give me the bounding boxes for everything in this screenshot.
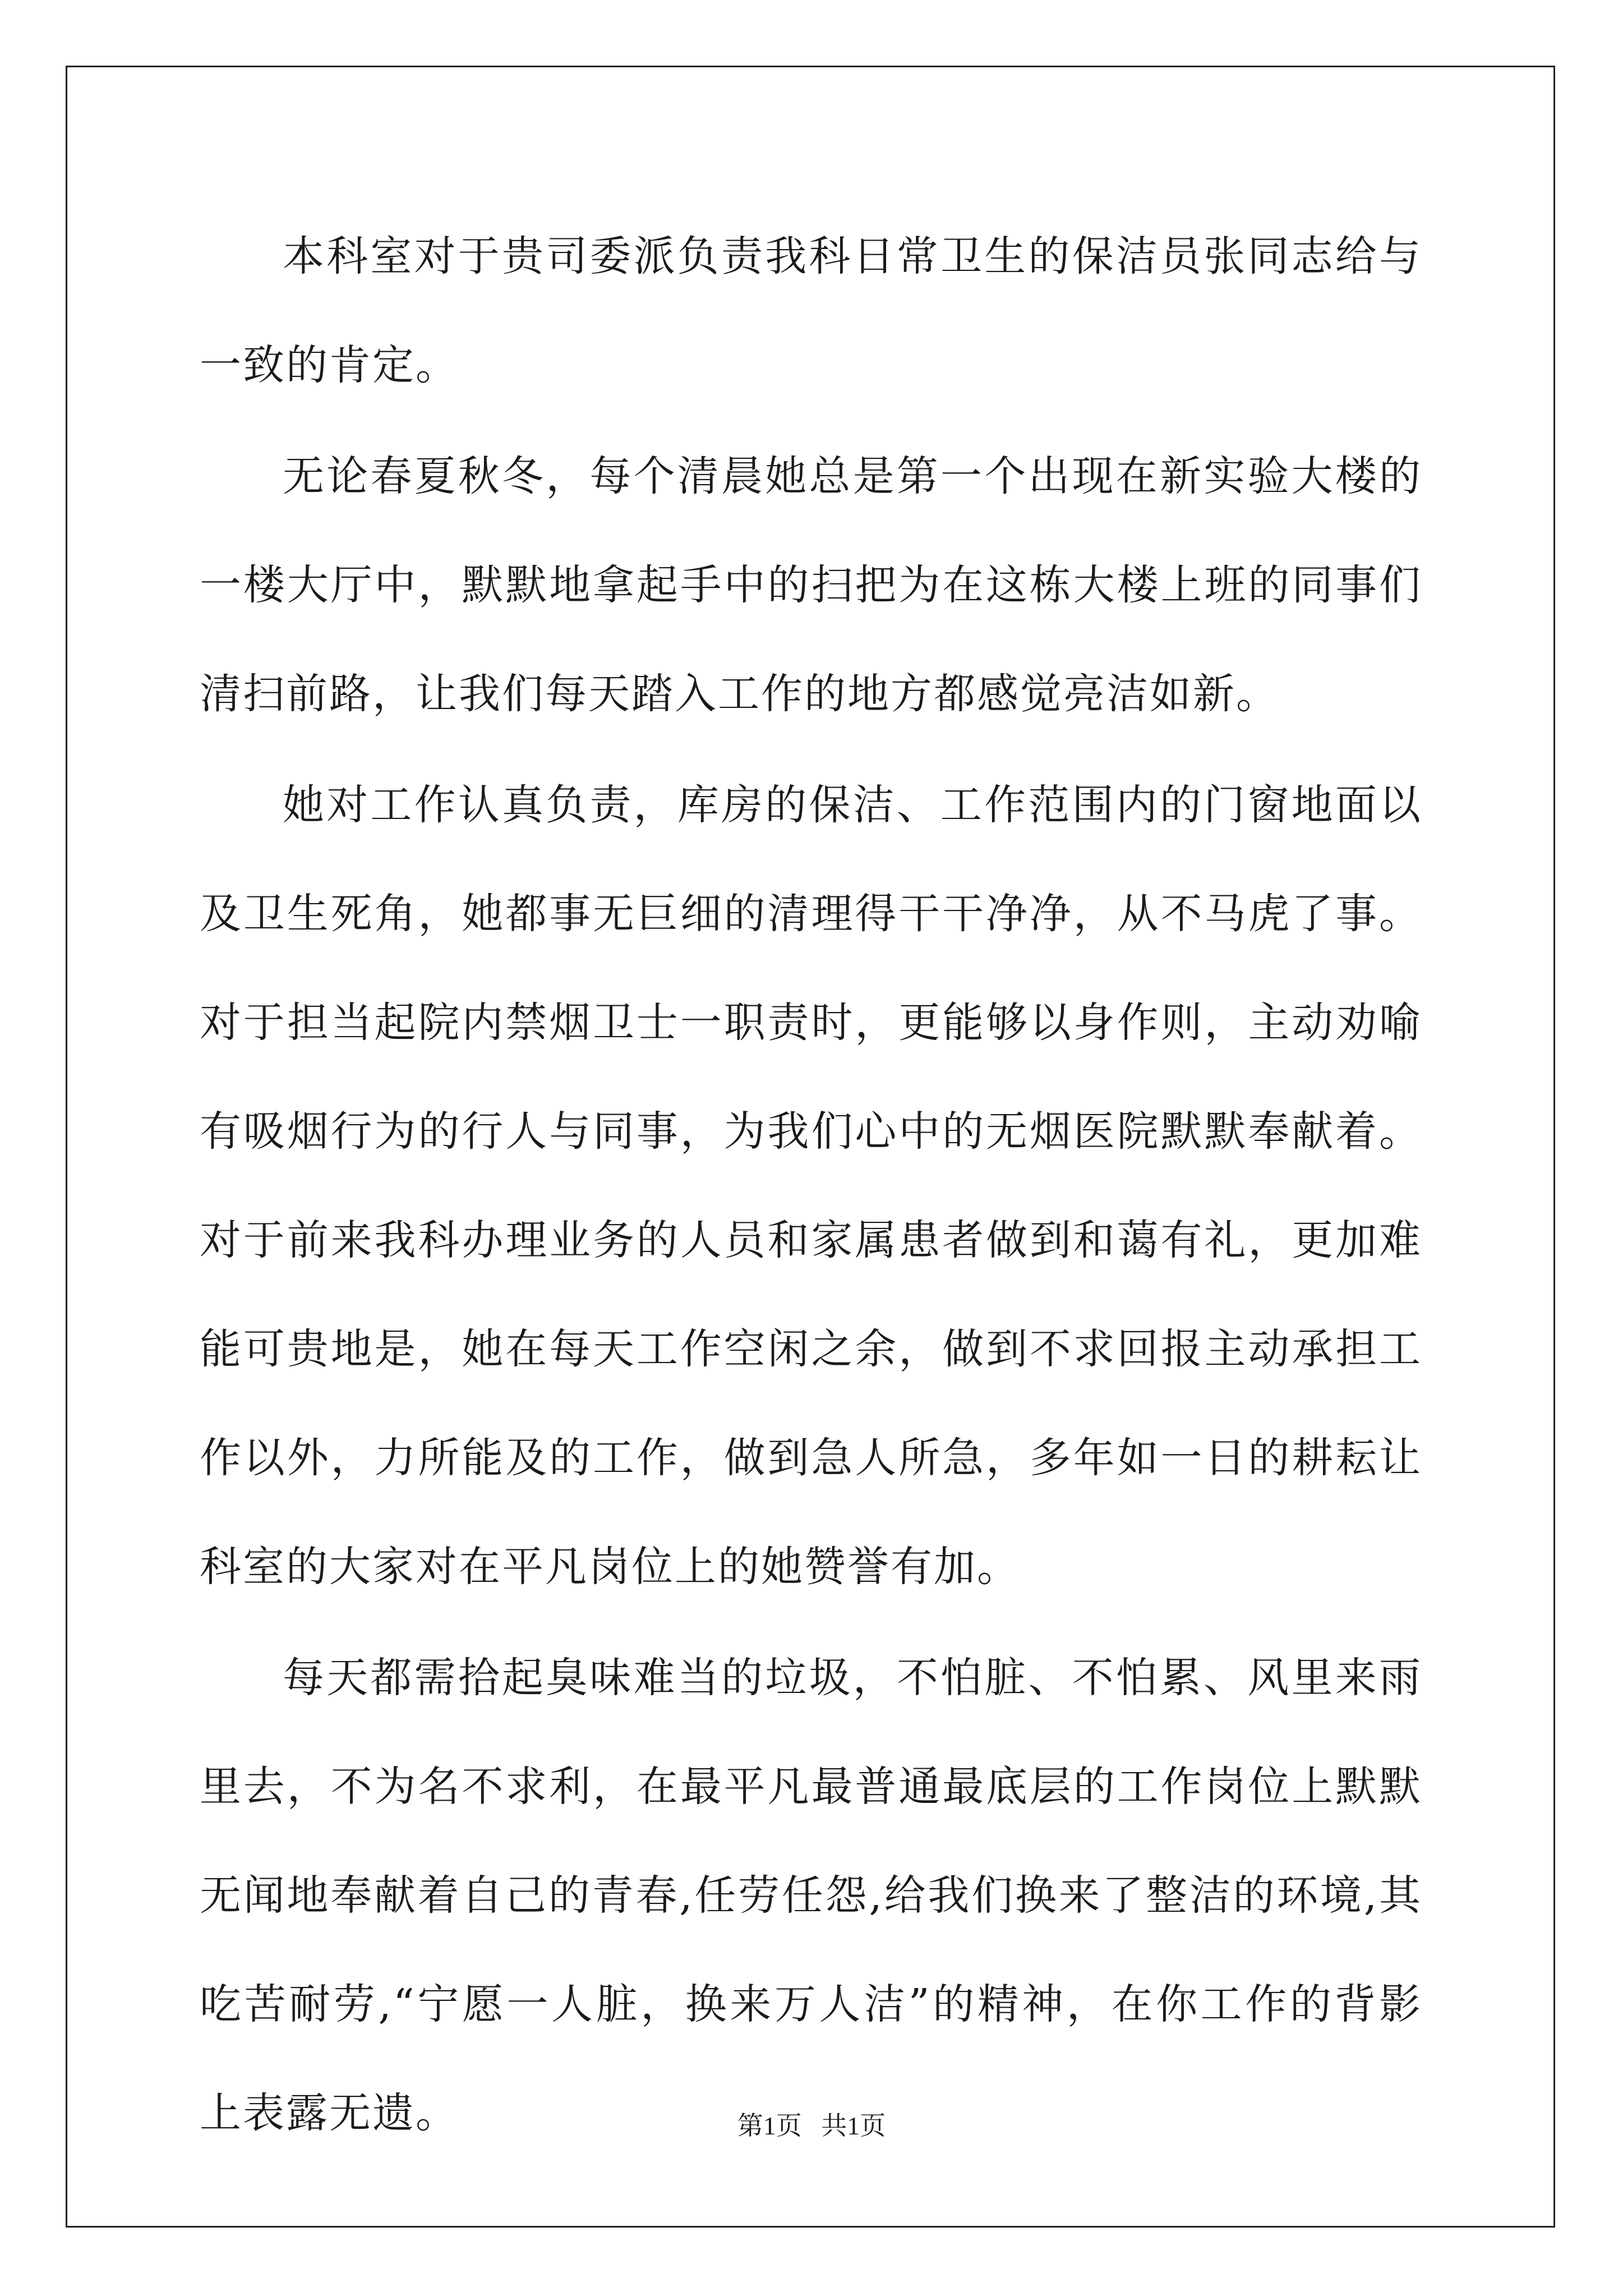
- paragraph-4: 每天都需拾起臭味难当的垃圾，不怕脏、不怕累、风里来雨里去，不为名不求利，在最平凡最普通最底层的工作岗位上默默无闻地奉献着自己的青春,任劳任怨,给我们换来了整洁的环境,其吃苦耐劳,“宁愿一人脏，换来万人洁”的精神，在你工作的背影上表露无遗。: [200, 1654, 1422, 2137]
- page-footer: [0, 2109, 1623, 2143]
- paragraph-3: 她对工作认真负责，库房的保洁、工作范围内的门窗地面以及卫生死角，她都事无巨细的清理得干干净净，从不马虎了事。对于担当起院内禁烟卫士一职责时，更能够以身作则，主动劝喻有吸烟行为的行人与同事，为我们心中的无烟医院默默奉献着。对于前来我科办理业务的人员和家属患者做到和蔼有礼，更加难能可贵地是，她在每天工作空闲之余，做到不求回报主动承担工作以外，力所能及的工作，做到急人所急，多年如一日的耕耘让科室的大家对在平凡岗位上的她赞誉有加。: [200, 781, 1422, 1591]
- page-number: 第1页 共1页: [737, 2111, 886, 2140]
- paragraph-1: 本科室对于贵司委派负责我科日常卫生的保洁员张同志给与一致的肯定。: [200, 232, 1422, 389]
- paragraph-2: 无论春夏秋冬，每个清晨她总是第一个出现在新实验大楼的一楼大厅中，默默地拿起手中的扫把为在这栋大楼上班的同事们清扫前路，让我们每天踏入工作的地方都感觉亮洁如新。: [200, 452, 1422, 718]
- document-body: [200, 202, 1422, 2170]
